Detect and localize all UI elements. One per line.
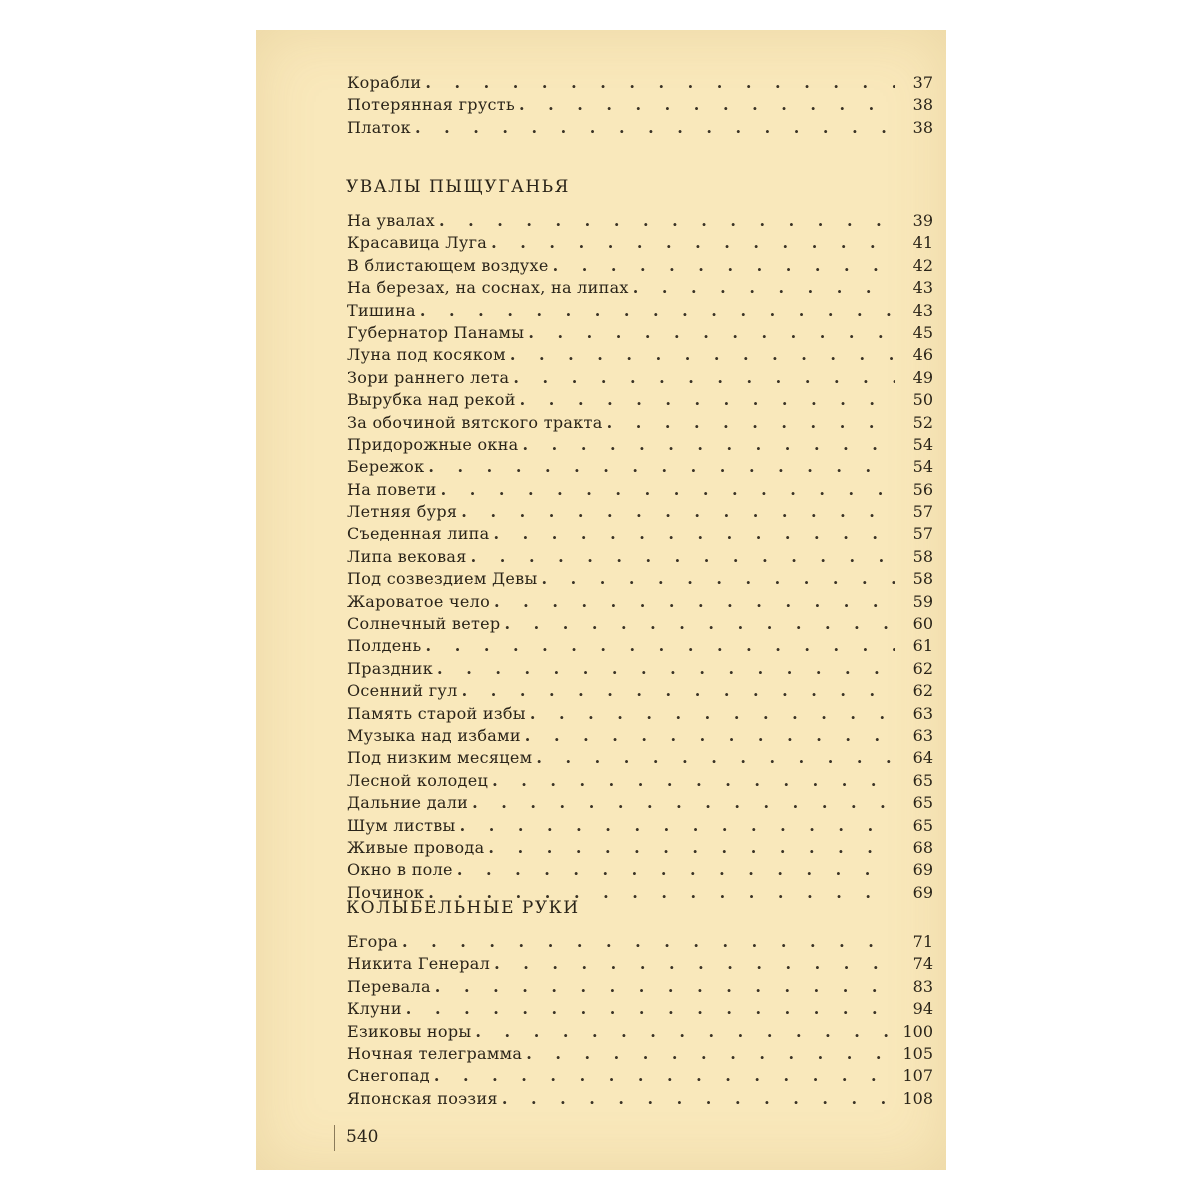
toc-entry-page: 39 (912, 211, 933, 230)
toc-entry (347, 635, 933, 657)
toc-entry-title: Придорожные окна (347, 434, 519, 454)
dot-leader (519, 94, 895, 116)
toc-entry-title: Езиковы норы (347, 1021, 472, 1041)
toc-entry (347, 747, 933, 769)
dot-leader (541, 568, 895, 590)
dot-leader (494, 523, 896, 545)
dot-leader (526, 1043, 895, 1065)
toc-entry (347, 613, 933, 635)
dot-leader (520, 389, 895, 411)
dot-leader (435, 976, 895, 998)
toc-entry-title: Под низким месяцем (347, 748, 533, 768)
toc-entry-title: Память старой избы (347, 703, 526, 723)
toc-entry-title: В блистающем воздухе (347, 255, 549, 275)
dot-leader (425, 72, 895, 94)
dot-leader (402, 931, 895, 953)
toc-entry-title: На повети (347, 479, 437, 499)
dot-leader (415, 117, 895, 139)
toc-entry-page: 57 (912, 502, 933, 522)
toc-entry (347, 389, 933, 411)
toc-entry (347, 72, 933, 94)
toc-entry-page: 46 (912, 345, 933, 365)
dot-leader (607, 412, 895, 434)
section-heading: КОЛЫБЕЛЬНЫЕ РУКИ (346, 898, 580, 918)
toc-entry (347, 931, 933, 953)
toc-entry-page: 100 (902, 1021, 933, 1041)
dot-leader (504, 613, 895, 635)
toc-entry (347, 770, 933, 792)
dot-leader (472, 792, 895, 814)
dot-leader (530, 703, 895, 725)
toc-entry-title: Окно в поле (347, 860, 453, 880)
toc-entry-title: Осенний гул (347, 681, 458, 701)
toc-entry-title: Музыка над избами (347, 725, 521, 745)
toc-entry-title: Бережок (347, 457, 425, 477)
toc-entry (347, 725, 933, 747)
dot-leader (491, 232, 895, 254)
toc-entry (347, 367, 933, 389)
toc-entry-page: 65 (912, 793, 933, 813)
toc-entry-page: 43 (912, 278, 933, 298)
dot-leader (528, 322, 895, 344)
dot-leader (488, 837, 895, 859)
toc-entry-title: Живые провода (347, 837, 485, 857)
toc-entry-title: На увалах (347, 211, 435, 230)
toc-entry-title: Снегопад (347, 1066, 430, 1086)
toc-entry (347, 1043, 933, 1065)
toc-entry-page: 38 (912, 117, 933, 137)
toc-entry-page: 83 (912, 976, 933, 996)
dot-leader (460, 815, 895, 837)
toc-entry (347, 1065, 933, 1087)
toc-entry-page: 74 (912, 954, 933, 974)
toc-entry (347, 434, 933, 456)
toc-entry-page: 71 (912, 932, 933, 951)
toc-entry (347, 703, 933, 725)
toc-entry-page: 57 (912, 524, 933, 544)
toc-entry (347, 591, 933, 613)
toc-entry (347, 1021, 933, 1043)
toc-entry-title: Луна под косяком (347, 345, 506, 365)
toc-entry (347, 523, 933, 545)
toc-entry-page: 54 (912, 434, 933, 454)
dot-leader (475, 1021, 895, 1043)
toc-entry-title: На березах, на соснах, на липах (347, 278, 629, 298)
toc-entry-title: Перевала (347, 976, 431, 996)
toc-entry (347, 658, 933, 680)
toc-entry (347, 680, 933, 702)
toc-entry-page: 49 (912, 367, 933, 387)
toc-entry (347, 300, 933, 322)
toc-entry-title: Потерянная грусть (347, 95, 515, 115)
toc-entry-title: Губернатор Панамы (347, 322, 525, 342)
toc-entry-title: Под созвездием Девы (347, 569, 538, 589)
toc-entry-list (256, 72, 946, 139)
section-heading: УВАЛЫ ПЫЩУГАНЬЯ (346, 177, 570, 197)
dot-leader (492, 770, 895, 792)
toc-entry (347, 117, 933, 139)
toc-entry (347, 456, 933, 478)
toc-entry-title: Лесной колодец (347, 770, 489, 790)
dot-leader (461, 501, 895, 523)
toc-entry-page: 58 (912, 546, 933, 566)
dot-leader (633, 277, 895, 299)
toc-entry (347, 792, 933, 814)
toc-entry-title: Платок (347, 117, 411, 137)
dot-leader (502, 1088, 895, 1110)
toc-entry (347, 255, 933, 277)
toc-entry-page: 42 (912, 255, 933, 275)
toc-entry-page: 94 (912, 999, 933, 1019)
dot-leader (523, 434, 895, 456)
dot-leader (434, 1065, 895, 1087)
toc-entry-title: Никита Генерал (347, 954, 491, 974)
toc-entry (347, 546, 933, 568)
toc-entry-page: 43 (912, 300, 933, 320)
dot-leader (536, 747, 895, 769)
margin-mark (334, 1125, 335, 1151)
toc-entry-title: Шум листвы (347, 815, 456, 835)
dot-leader (510, 344, 895, 366)
toc-entry-title: Починок (347, 882, 425, 902)
toc-entry-page: 69 (912, 882, 933, 902)
toc-entry-title: Жароватое чело (347, 591, 491, 611)
toc-entry-title: Тишина (347, 300, 416, 320)
toc-entry-page: 68 (912, 837, 933, 857)
toc-entry (347, 568, 933, 590)
toc-entry-page: 63 (912, 725, 933, 745)
toc-entry (347, 412, 933, 434)
dot-leader (441, 479, 895, 501)
toc-entry (347, 277, 933, 299)
toc-entry-page: 62 (912, 658, 933, 678)
dot-leader (406, 998, 895, 1020)
dot-leader (437, 658, 895, 680)
toc-entry-page: 65 (912, 770, 933, 790)
toc-entry-page: 50 (912, 390, 933, 410)
book-page (256, 30, 946, 1170)
toc-entry-title: Егора (347, 932, 398, 951)
toc-entry-page: 52 (912, 412, 933, 432)
dot-leader (426, 635, 895, 657)
dot-leader (420, 300, 895, 322)
page-number: 540 (346, 1127, 379, 1147)
toc-entry-list (256, 931, 946, 1110)
toc-entry-page: 108 (902, 1088, 933, 1108)
dot-leader (525, 725, 895, 747)
toc-entry-page: 38 (912, 95, 933, 115)
toc-entry-title: Японская поэзия (347, 1088, 498, 1108)
dot-leader (439, 210, 895, 232)
toc-entry (347, 976, 933, 998)
dot-leader (471, 546, 895, 568)
toc-entry-page: 63 (912, 703, 933, 723)
dot-leader (494, 591, 895, 613)
toc-entry-page: 105 (902, 1043, 933, 1063)
dot-leader (428, 456, 895, 478)
toc-entry-title: Дальние дали (347, 793, 469, 813)
dot-leader (513, 367, 895, 389)
toc-entry (347, 322, 933, 344)
dot-leader (494, 953, 895, 975)
toc-entry-page: 62 (912, 681, 933, 701)
toc-entry-page: 65 (912, 815, 933, 835)
toc-entry-page: 58 (912, 569, 933, 589)
toc-entry-page: 41 (912, 233, 933, 253)
toc-entry-page: 37 (912, 73, 933, 92)
toc-entry (347, 232, 933, 254)
toc-entry-page: 61 (912, 636, 933, 656)
toc-entry-title: Клуни (347, 999, 402, 1019)
toc-section-3 (256, 897, 946, 1110)
toc-section-2 (256, 176, 946, 904)
toc-entry-page: 60 (912, 614, 933, 634)
toc-entry-title: Съеденная липа (347, 524, 490, 544)
toc-entry-page: 64 (912, 748, 933, 768)
toc-entry (347, 210, 933, 232)
toc-section-1 (256, 72, 946, 139)
toc-entry (347, 344, 933, 366)
toc-entry (347, 998, 933, 1020)
toc-entry (347, 479, 933, 501)
toc-entry (347, 94, 933, 116)
toc-entry (347, 953, 933, 975)
toc-entry-title: Солнечный ветер (347, 614, 501, 634)
toc-entry-page: 45 (912, 322, 933, 342)
toc-entry-list (256, 210, 946, 904)
toc-entry-title: Красавица Луга (347, 233, 488, 253)
dot-leader (457, 859, 895, 881)
toc-entry-title: Ночная телеграмма (347, 1043, 523, 1063)
toc-entry-page: 59 (912, 591, 933, 611)
dot-leader (462, 680, 895, 702)
toc-entry-title: Корабли (347, 73, 422, 92)
toc-entry-page: 56 (912, 479, 933, 499)
dot-leader (553, 255, 895, 277)
toc-entry-page: 69 (912, 860, 933, 880)
toc-entry-title: Полдень (347, 636, 422, 656)
toc-entry-title: За обочиной вятского тракта (347, 412, 603, 432)
toc-entry (347, 859, 933, 881)
toc-entry-title: Праздник (347, 658, 434, 678)
toc-entry (347, 1088, 933, 1110)
toc-entry-title: Зори раннего лета (347, 367, 510, 387)
toc-entry (347, 815, 933, 837)
toc-entry (347, 501, 933, 523)
toc-entry-title: Липа вековая (347, 546, 467, 566)
toc-entry-page: 107 (902, 1066, 933, 1086)
toc-entry-title: Вырубка над рекой (347, 390, 516, 410)
toc-entry-page: 54 (912, 457, 933, 477)
toc-entry-title: Летняя буря (347, 502, 458, 522)
toc-entry (347, 837, 933, 859)
